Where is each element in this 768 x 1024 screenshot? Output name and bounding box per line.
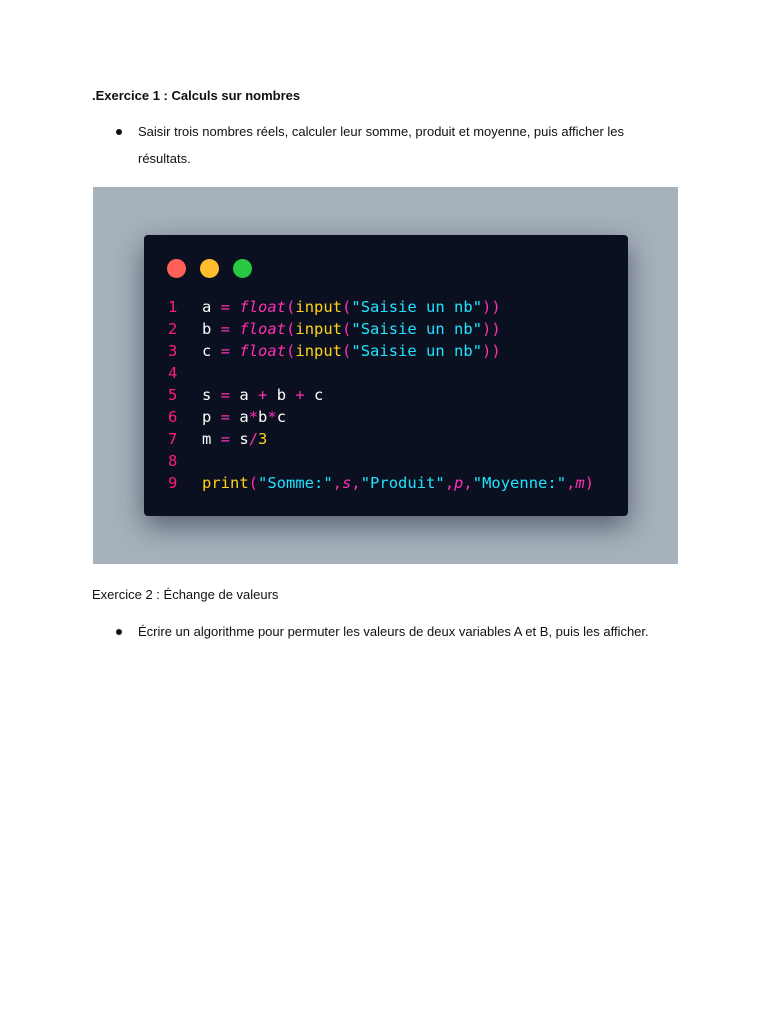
minimize-dot-icon bbox=[200, 259, 219, 278]
code-token: = bbox=[220, 298, 240, 316]
code-token: a bbox=[202, 298, 221, 316]
code-token: = bbox=[220, 386, 240, 404]
code-token: = bbox=[220, 430, 240, 448]
code-token: b bbox=[258, 408, 268, 426]
line-number: 5 bbox=[168, 386, 178, 404]
code-token: a bbox=[239, 408, 249, 426]
code-editor-window bbox=[144, 235, 628, 516]
line-number: 7 bbox=[168, 430, 178, 448]
code-token: ( bbox=[342, 342, 352, 360]
code-line bbox=[144, 318, 628, 340]
code-token: * bbox=[267, 408, 277, 426]
code-token: ( bbox=[286, 298, 296, 316]
bullet-dot-icon bbox=[116, 629, 122, 635]
code-token: "Somme:" bbox=[258, 474, 333, 492]
code-token: / bbox=[248, 430, 259, 448]
line-number: 3 bbox=[168, 342, 178, 360]
code-token: "Moyenne:" bbox=[472, 474, 567, 492]
code-token: , bbox=[463, 474, 473, 492]
code-token: "Saisie un nb" bbox=[351, 342, 483, 360]
code-token: c bbox=[314, 386, 324, 404]
code-token: input bbox=[295, 342, 343, 360]
code-token: b bbox=[276, 386, 296, 404]
code-line bbox=[144, 362, 628, 384]
code-text bbox=[202, 472, 594, 494]
code-line bbox=[144, 406, 628, 428]
code-text bbox=[202, 340, 501, 362]
line-number: 1 bbox=[168, 298, 178, 316]
code-text bbox=[202, 384, 323, 406]
code-token: ) bbox=[584, 474, 595, 492]
line-number: 2 bbox=[168, 320, 178, 338]
line-number: 8 bbox=[168, 452, 178, 470]
code-token: p bbox=[202, 408, 221, 426]
code-token: ( bbox=[342, 298, 352, 316]
code-token: = bbox=[220, 320, 240, 338]
code-token: s bbox=[342, 474, 352, 492]
line-number: 9 bbox=[168, 474, 178, 492]
exercise-1-instruction: Saisir trois nombres réels, calculer leur somme, produit et moyenne, puis afficher les résultats. bbox=[138, 124, 625, 166]
code-line bbox=[144, 472, 628, 494]
code-text bbox=[202, 406, 286, 428]
code-text bbox=[202, 296, 501, 318]
code-token: input bbox=[295, 298, 343, 316]
code-token: 3 bbox=[258, 430, 268, 448]
code-token: "Saisie un nb" bbox=[351, 320, 483, 338]
code-token: * bbox=[248, 408, 259, 426]
code-token: )) bbox=[482, 342, 501, 360]
code-token: ( bbox=[342, 320, 352, 338]
code-line bbox=[144, 428, 628, 450]
code-token: + bbox=[258, 386, 277, 404]
code-token: b bbox=[202, 320, 221, 338]
code-token: m bbox=[202, 430, 221, 448]
code-token: , bbox=[444, 474, 455, 492]
code-token: = bbox=[220, 408, 240, 426]
exercise-1-bullet bbox=[116, 118, 676, 172]
close-dot-icon bbox=[167, 259, 186, 278]
code-token: )) bbox=[482, 320, 501, 338]
code-token: , bbox=[351, 474, 361, 492]
code-token: , bbox=[566, 474, 576, 492]
exercise-2-title: Exercice 2 : Échange de valeurs bbox=[92, 587, 279, 602]
code-token: float bbox=[239, 298, 287, 316]
code-token: ( bbox=[286, 320, 296, 338]
code-token: m bbox=[575, 474, 585, 492]
code-token: float bbox=[239, 342, 287, 360]
code-token: ( bbox=[286, 342, 296, 360]
code-token: p bbox=[454, 474, 464, 492]
code-token: c bbox=[276, 408, 287, 426]
code-token: "Saisie un nb" bbox=[351, 298, 483, 316]
code-block bbox=[144, 296, 628, 494]
bullet-dot-icon bbox=[116, 129, 122, 135]
code-token: , bbox=[332, 474, 343, 492]
code-token: input bbox=[295, 320, 343, 338]
window-controls bbox=[167, 259, 252, 278]
line-number: 4 bbox=[168, 364, 178, 382]
code-token: float bbox=[239, 320, 287, 338]
code-token: + bbox=[295, 386, 315, 404]
code-token: s bbox=[202, 386, 221, 404]
code-token: print bbox=[202, 474, 249, 492]
code-token: c bbox=[202, 342, 221, 360]
code-token: "Produit" bbox=[360, 474, 445, 492]
code-line bbox=[144, 384, 628, 406]
line-number: 6 bbox=[168, 408, 178, 426]
code-token: ( bbox=[248, 474, 259, 492]
code-token: = bbox=[220, 342, 240, 360]
exercise-2-instruction: Écrire un algorithme pour permuter les valeurs de deux variables A et B, puis les afficher. bbox=[138, 624, 649, 639]
code-token: )) bbox=[482, 298, 501, 316]
code-line bbox=[144, 340, 628, 362]
maximize-dot-icon bbox=[233, 259, 252, 278]
code-token: a bbox=[239, 386, 259, 404]
code-line bbox=[144, 450, 628, 472]
code-screenshot bbox=[93, 187, 678, 564]
exercise-2-bullet bbox=[116, 618, 676, 645]
exercise-1-title: .Exercice 1 : Calculs sur nombres bbox=[92, 88, 301, 103]
code-token: s bbox=[239, 430, 249, 448]
code-text bbox=[202, 428, 267, 450]
code-line bbox=[144, 296, 628, 318]
code-text bbox=[202, 318, 501, 340]
